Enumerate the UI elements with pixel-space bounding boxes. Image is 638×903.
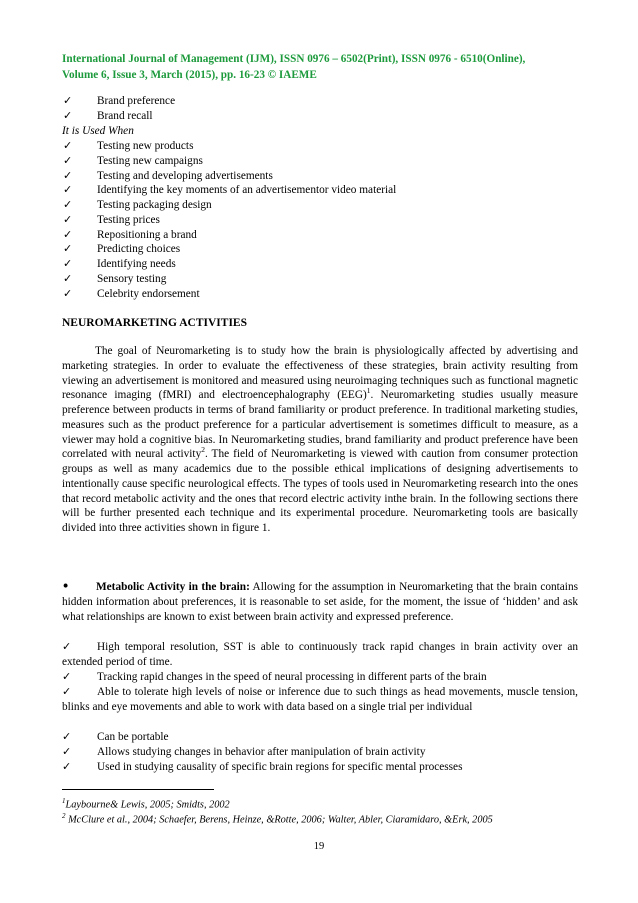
checkmark-icon: ✓ <box>63 227 73 241</box>
list-item: ✓ Testing new products <box>63 139 194 152</box>
used-when-checklist <box>62 139 578 301</box>
footnote-ref-1[interactable]: 1 <box>366 386 371 396</box>
list-item: ✓ Brand preference <box>63 94 176 107</box>
list-item: ✓ Testing packaging design <box>63 198 212 211</box>
checkmark-icon: ✓ <box>63 271 73 285</box>
checkmark-icon: ✓ <box>63 94 73 107</box>
list-item: ✓ Celebrity endorsement <box>63 286 200 300</box>
body-paragraph: The goal of Neuromarketing is to study how the brain is physiologically affected by advertising and marketing strategies. In order to evaluate the effectiveness of these strategies, brain activity resulting from viewing an advertisement is monitored and measured using neuroimaging techniques such as functional magnetic resonance imaging (fMRI) and electroencephalography (EEG)$^1$. Neuromarketing studies usually measure preference between products in terms of brand familiarity or product preference. In traditional marketing studies, measures such as the product preference for a particular advertisement is sometimes difficult to measure, as a viewer may hold a cognitive bias. In Neuromarketing studies, brand familiarity and product preference have been correlated with neural activity$^2$. The field of Neuromarketing is viewed with caution from consumer protection groups as well as many academics due to the possible ethical implications of designing advertisements to intentionally cause specific neurological effects. The types of tools used in Neuromarketing research into the ones that record metabolic activity and the ones that record electric activity inthe brain. In the following sections there will be further presented each technique and its experimental procedure. Neuromarketing tools are basically divided into three activities shown in figure 1. <box>62 345 578 534</box>
list-item: ✓ Testing prices <box>63 212 160 226</box>
list-item: ✓ Testing and developing advertisements <box>63 168 273 182</box>
checkmark-icon: ✓ <box>63 139 73 152</box>
checkmark-icon: ✓ <box>62 670 72 683</box>
footnote-divider <box>62 789 214 790</box>
metabolic-point: ✓ High temporal resolution, SST is able to continuously track rapid changes in brain activity over an extended period of time. <box>62 640 578 668</box>
list-item: ✓ Repositioning a brand <box>63 227 197 241</box>
checkmark-icon: ✓ <box>63 108 73 122</box>
footnote-1: $^1$Laybourne& Lewis, 2005; Smidts, 2002 <box>62 797 230 811</box>
checkmark-icon: ✓ <box>62 640 72 653</box>
checkmark-icon: ✓ <box>63 183 73 197</box>
checkmark-icon: ✓ <box>62 760 72 773</box>
metabolic-point: ✓ Can be portable <box>62 730 169 743</box>
checkmark-icon: ✓ <box>63 286 73 300</box>
checkmark-icon: ✓ <box>63 212 73 226</box>
checkmark-icon: ✓ <box>62 745 72 758</box>
metabolic-point: ✓ Tracking rapid changes in the speed of neural processing in different parts of the brain <box>62 670 487 683</box>
checkmark-icon: ✓ <box>63 198 73 211</box>
list-item: ✓ Brand recall <box>63 108 153 122</box>
list-item: ✓ Testing new campaigns <box>63 153 203 167</box>
checkmark-icon: ✓ <box>63 242 73 256</box>
checkmark-icon: ✓ <box>62 685 72 698</box>
section-heading: NEUROMARKETING ACTIVITIES <box>62 317 247 329</box>
journal-header-line-1: International Journal of Management (IJM), ISSN 0976 – 6502(Print), ISSN 0976 - 6510(Online), <box>62 53 526 65</box>
footnote-ref-2[interactable]: 2 <box>201 445 205 455</box>
metabolic-point: ✓ Able to tolerate high levels of noise or inference due to such things as head movements, muscle tension, blinks and eye movements and able to work with data based on a single trial per individual <box>62 685 578 713</box>
metabolic-bullet-paragraph: • Metabolic Activity in the brain: Allowing for the assumption in Neuromarketing that the brain contains hidden information about preferences, it is reasonable to set aside, for the moment, the issue of ‘hidden’ and ask what relationships are known to exist between brain activity and expressed preference. <box>62 580 578 623</box>
list-item: ✓ Predicting choices <box>63 242 181 256</box>
checkmark-icon: ✓ <box>62 730 72 743</box>
journal-header-line-2: Volume 6, Issue 3, March (2015), pp. 16-23 © IAEME <box>62 68 317 81</box>
used-when-heading: It is Used When <box>62 125 134 137</box>
journal-header <box>62 52 578 83</box>
checkmark-icon: ✓ <box>63 153 73 167</box>
footnote-2: $^2$ McClure et al., 2004; Schaefer, Berens, Heinze, &Rotte, 2006; Walter, Abler, Ciaramidaro, &Erk, 2005 <box>62 812 493 826</box>
metabolic-point: ✓ Used in studying causality of specific brain regions for specific mental processes <box>62 760 463 773</box>
checkmark-icon: ✓ <box>63 168 73 182</box>
metabolic-label: Metabolic Activity in the brain: <box>96 581 250 593</box>
list-item: ✓ Sensory testing <box>63 271 167 285</box>
page-number: 19 <box>313 841 325 852</box>
list-item: ✓ Identifying needs <box>63 257 176 270</box>
metabolic-point: ✓ Allows studying changes in behavior after manipulation of brain activity <box>62 745 426 758</box>
bullet-icon: • <box>62 580 70 593</box>
checkmark-icon: ✓ <box>63 257 73 270</box>
list-item: ✓ Identifying the key moments of an advertisementor video material <box>63 183 397 197</box>
top-checklist <box>62 94 578 124</box>
